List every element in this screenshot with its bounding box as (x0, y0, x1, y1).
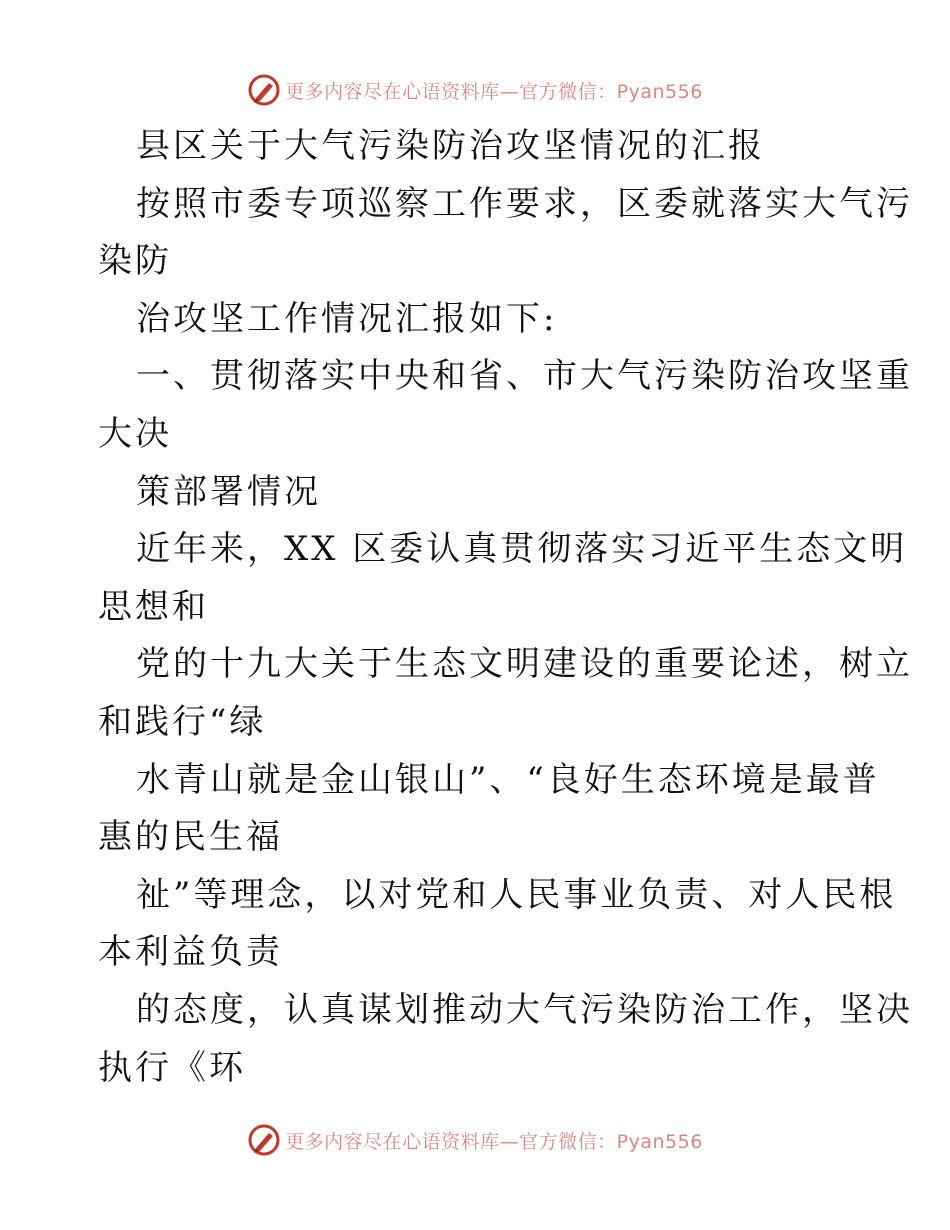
document-line: 和践行“绿 (98, 701, 267, 742)
document-line: 惠的民生福 (98, 817, 283, 858)
document-line: 本利益负责 (98, 932, 283, 973)
document-line: 县区关于大气污染防治攻坚情况的汇报 (136, 126, 765, 166)
watermark-text: 更多内容尽在心语资料库—官方微信：Pyan556 (285, 1130, 703, 1153)
footer-watermark (0, 1123, 950, 1157)
document-line: 的态度，认真谋划推动大气污染防治工作，坚决 (136, 989, 913, 1030)
document-line: 一、贯彻落实中央和省、市大气污染防治攻坚重 (136, 356, 913, 397)
watermark-text: 更多内容尽在心语资料库—官方微信：Pyan556 (285, 80, 703, 103)
document-line: 染防 (98, 241, 172, 282)
document-line: 执行《环 (98, 1047, 246, 1088)
document-line: 大决 (98, 413, 172, 454)
document-line: 策部署情况 (136, 471, 321, 512)
document-line: 按照市委专项巡察工作要求，区委就落实大气污 (136, 183, 913, 224)
document-line: 思想和 (98, 586, 209, 627)
document-line: 祉”等理念，以对党和人民事业负责、对人民根 (136, 874, 897, 915)
document-line: 水青山就是金山银山”、“良好生态环境是最普 (136, 759, 880, 800)
document-line: 治攻坚工作情况汇报如下: (136, 298, 558, 339)
document-body (98, 118, 913, 1097)
pen-logo-icon (247, 1123, 281, 1157)
header-watermark (0, 73, 950, 107)
document-line: 党的十九大关于生态文明建设的重要论述，树立 (136, 644, 913, 685)
document-line: 近年来，XX 区委认真贯彻落实习近平生态文明 (136, 529, 908, 570)
pen-logo-icon (247, 73, 281, 107)
